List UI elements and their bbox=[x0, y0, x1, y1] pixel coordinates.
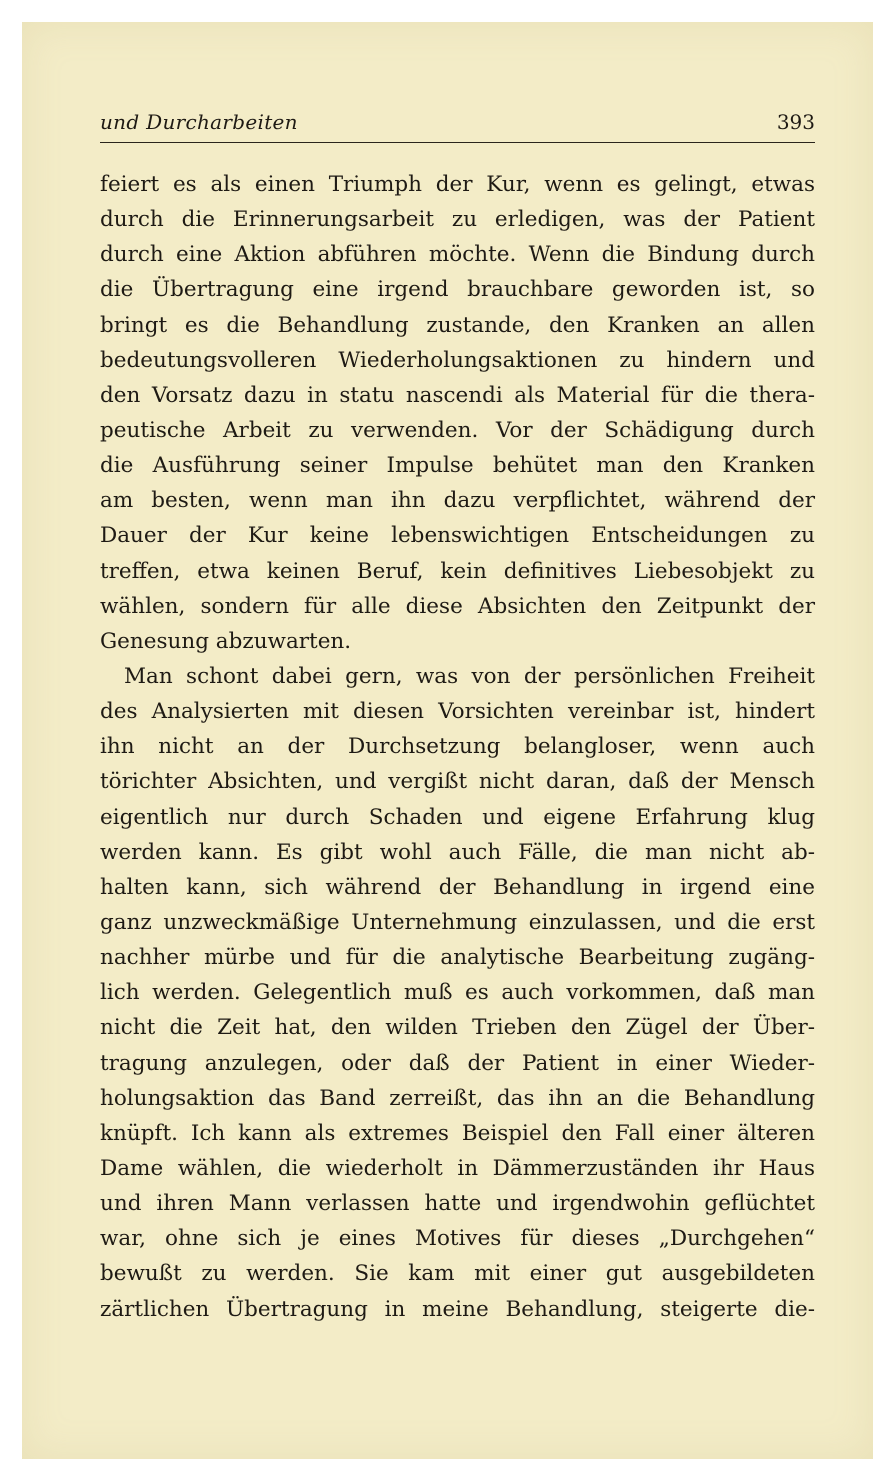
text-line: bedeutungsvolleren Wiederholungsaktionen zu hindern und bbox=[100, 347, 815, 373]
text-line: Man schont dabei gern, was von der persönlichen Freiheit bbox=[124, 663, 815, 689]
text-line: bewußt zu werden. Sie kam mit einer gut ausgebildeten bbox=[100, 1261, 815, 1287]
text-line: durch die Erinnerungsarbeit zu erledigen, was der Patient bbox=[100, 207, 815, 233]
text-line: werden kann. Es gibt wohl auch Fälle, die man nicht ab- bbox=[100, 839, 815, 865]
text-line: wählen, sondern für alle diese Absichten den Zeitpunkt der bbox=[100, 593, 815, 619]
text-line: eigentlich nur durch Schaden und eigene Erfahrung klug bbox=[100, 804, 815, 830]
text-line: die Übertragung eine irgend brauchbare geworden ist, so bbox=[100, 277, 815, 303]
text-line: Dame wählen, die wiederholt in Dämmerzuständen ihr Haus bbox=[100, 1155, 815, 1181]
text-line: nicht die Zeit hat, den wilden Trieben den Zügel der Über- bbox=[100, 1015, 815, 1041]
text-line: tragung anzulegen, oder daß der Patient in einer Wieder- bbox=[100, 1050, 815, 1076]
text-line: holungsaktion das Band zerreißt, das ihn an die Behandlung bbox=[100, 1085, 815, 1111]
text-line: nachher mürbe und für die analytische Bearbeitung zugäng- bbox=[100, 945, 815, 971]
page-number: 393 bbox=[776, 110, 815, 134]
text-line: die Ausführung seiner Impulse behütet man den Kranken bbox=[100, 453, 815, 479]
text-line: Genesung abzuwarten. bbox=[100, 628, 352, 654]
text-line: knüpft. Ich kann als extremes Beispiel den Fall einer älteren bbox=[100, 1120, 815, 1146]
text-line: lich werden. Gelegentlich muß es auch vorkommen, daß man bbox=[100, 980, 815, 1006]
running-title: und Durcharbeiten bbox=[100, 110, 298, 134]
text-line: ganz unzweckmäßige Unternehmung einzulassen, und die erst bbox=[100, 909, 815, 935]
text-line: halten kann, sich während der Behandlung in irgend eine bbox=[100, 874, 815, 900]
header-rule bbox=[100, 142, 815, 143]
text-line: feiert es als einen Triumph der Kur, wenn es gelingt, etwas bbox=[100, 172, 815, 197]
text-line: Dauer der Kur keine lebenswichtigen Entscheidungen zu bbox=[100, 523, 815, 549]
text-line: den Vorsatz dazu in statu nascendi als Material für die thera- bbox=[100, 382, 815, 408]
text-line: des Analysierten mit diesen Vorsichten vereinbar ist, hindert bbox=[100, 699, 815, 725]
text-line: törichter Absichten, und vergißt nicht daran, daß der Mensch bbox=[100, 769, 815, 795]
running-head bbox=[100, 110, 815, 140]
text-line: am besten, wenn man ihn dazu verpflichtet, während der bbox=[100, 488, 815, 514]
body-text bbox=[100, 167, 815, 1327]
text-line: zärtlichen Übertragung in meine Behandlung, steigerte die- bbox=[100, 1296, 815, 1322]
text-line: bringt es die Behandlung zustande, den Kranken an allen bbox=[100, 312, 815, 338]
text-line: und ihren Mann verlassen hatte und irgendwohin geflüchtet bbox=[100, 1191, 815, 1217]
text-line: durch eine Aktion abführen möchte. Wenn die Bindung durch bbox=[100, 242, 815, 268]
text-line: treffen, etwa keinen Beruf, kein definitives Liebesobjekt zu bbox=[100, 558, 815, 584]
text-line: ihn nicht an der Durchsetzung belangloser, wenn auch bbox=[100, 734, 815, 760]
book-page bbox=[22, 22, 873, 1459]
text-line: peutische Arbeit zu verwenden. Vor der Schädigung durch bbox=[100, 417, 815, 443]
text-line: war, ohne sich je eines Motives für dieses „Durchgehen“ bbox=[100, 1226, 815, 1252]
